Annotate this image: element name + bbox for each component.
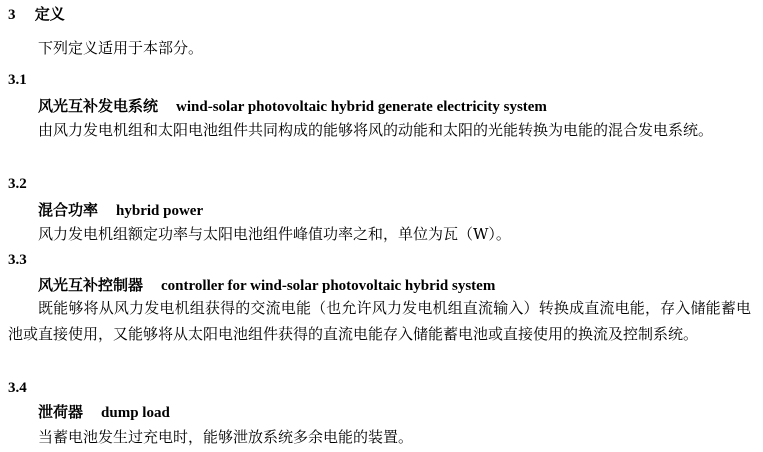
definition-text: 由风力发电机组和太阳电池组件共同构成的能够将风的动能和太阳的光能转换为电能的混合发电系统。	[38, 121, 714, 139]
term-en: dump load	[101, 405, 170, 421]
term-zh: 混合功率	[38, 201, 99, 219]
definition-number: 3.2	[8, 176, 27, 192]
definition-number: 3.3	[8, 252, 27, 268]
definition-term	[38, 275, 495, 296]
term-en: controller for wind-solar photovoltaic hybrid system	[161, 278, 496, 294]
definition-text: 当蓄电池发生过充电时，能够泄放系统多余电能的装置。	[38, 428, 414, 446]
definition-text: 既能够将从风力发电机组获得的交流电能（也允许风力发电机组直流输入）转换成直流电能，存入储能蓄电池或直接使用，又能够将从太阳电池组件获得的直流电能存入储能蓄电池或直接使用的换流及控制系统。	[8, 299, 751, 343]
term-zh: 泄荷器	[38, 403, 84, 421]
section-heading	[8, 4, 65, 25]
section-intro: 下列定义适用于本部分。	[38, 39, 204, 57]
definition-term	[38, 96, 547, 117]
term-zh: 风光互补控制器	[38, 276, 144, 294]
definition-text: 风力发电机组额定功率与太阳电池组件峰值功率之和，单位为瓦（W）。	[38, 225, 511, 243]
definition-term	[38, 402, 170, 423]
term-zh: 风光互补发电系统	[38, 97, 159, 115]
section-number: 3	[8, 7, 16, 23]
term-en: wind-solar photovoltaic hybrid generate electricity system	[176, 99, 547, 115]
definition-term	[38, 200, 203, 221]
section-title: 定义	[34, 5, 65, 23]
definition-number: 3.1	[8, 72, 27, 88]
term-en: hybrid power	[116, 203, 204, 219]
definition-number: 3.4	[8, 380, 27, 396]
